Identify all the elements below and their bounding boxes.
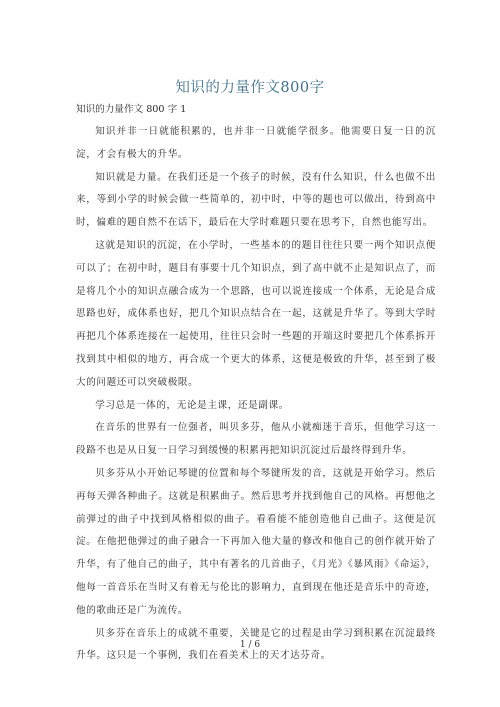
paragraph: 知识就是力量。在我们还是一个孩子的时候，没有什么知识，什么也做不出来，等到小学的时候会做一些简单的，初中时，中等的题也可以做出，待到高中时，偏难的题自然不在话下，最后在大学时难题只要在思考下，自然也能写出。 [76,171,436,229]
paragraph: 贝多芬在音乐上的成就不重要，关键是它的过程是由学习到积累在沉淀最终升华。这只是一个事例，我们在看美术上的天才达芬奇。 [76,627,436,662]
document-body [76,99,436,668]
paragraph: 贝多芬从小开始记琴键的位置和每个琴键所发的音，这就是开始学习。然后再每天弹各种曲子。这就是积累曲子。然后思考并找到他自己的风格。再想他之前弹过的曲子中找到风格相似的曲子。看看能不能创造他自己曲子。这便是沉淀。在他把他弹过的曲子融合一下再加入他大量的修改和他自己的创作就开始了升华，有了他自己的曲子，其中有著名的几首曲子，《月光》《暴风雨》《命运》，他每一首音乐在当时又有着无与伦比的影响力，直到现在他还是音乐中的奇迹，他的歌曲还是广为流传。 [76,467,436,616]
paragraph: 这就是知识的沉淀，在小学时，一些基本的的题目往往只要一两个知识点便可以了；在初中时，题目有事要十几个知识点，到了高中就不止是知识点了，而是将几个小的知识点融合成为一个思路，也可以说连接成一个体系，无论是合成思路也好，成体系也好，把几个知识点结合在一起，这就是升华了。等到大学时再把几个体系连接在一起使用，往往只会时一些题的开端这时要把几个体系拆开找到其中相似的地方，再合成一个更大的体系，这便是极致的升华，甚至到了极大的问题还可以突破极限。 [76,239,436,388]
section-subtitle: 知识的力量作文 800 字 1 [76,104,187,115]
paragraph: 知识并非一日就能积累的，也并非一日就能学很多。他需要日复一日的沉淀，才会有极大的升华。 [76,126,436,160]
page-title: 知识的力量作文800字 [175,80,325,96]
page-number: 1 / 6 [239,640,261,650]
paragraph: 在音乐的世界有一位强者，叫贝多芬，他从小就痴迷于音乐，但他学习这一段路不也是从日复一日学习到缓慢的积累再把知识沉淀过后最终得到升华。 [76,422,436,457]
paragraph: 学习总是一体的，无论是主课，还是副课。 [95,399,289,411]
